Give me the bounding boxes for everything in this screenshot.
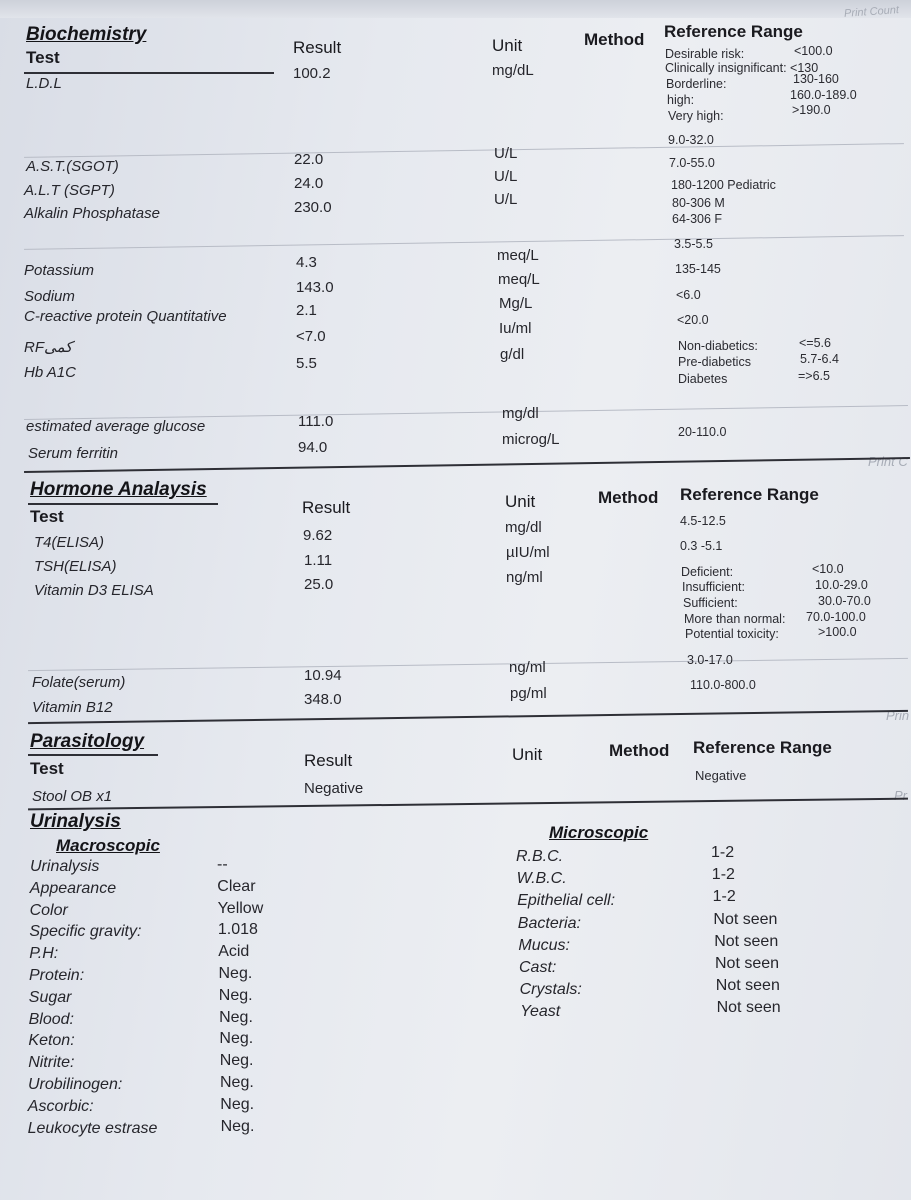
parasitology-col-method: Method <box>609 741 670 760</box>
hba1c-ref-2-label: Pre-diabetics <box>678 355 751 369</box>
micro-value: Not seen <box>714 932 779 950</box>
micro-label: Mucus: <box>518 936 570 954</box>
hormone-title-rule <box>28 503 218 505</box>
macro-label: Sugar <box>28 988 72 1006</box>
micro-value: Not seen <box>716 999 781 1017</box>
ref-stool-ob: Negative <box>695 768 747 783</box>
micro-label: W.B.C. <box>516 870 567 888</box>
biochemistry-title: Biochemistry <box>26 24 147 45</box>
result-t4: 9.62 <box>303 527 333 544</box>
ref-potassium: 3.5-5.5 <box>674 237 713 251</box>
unit-sodium: meq/L <box>498 271 540 288</box>
macro-value: Acid <box>218 943 250 961</box>
ldl-ref-5-value: >190.0 <box>792 103 831 117</box>
vitd-ref-1-value: <10.0 <box>812 562 844 576</box>
macroscopic-title: Macroscopic <box>56 836 160 855</box>
result-alt: 24.0 <box>294 175 324 192</box>
test-tsh: TSH(ELISA) <box>34 558 117 575</box>
hba1c-ref-3-label: Diabetes <box>678 372 728 386</box>
result-ferritin: 94.0 <box>298 439 328 456</box>
vitd-ref-4-label: More than normal: <box>684 612 786 626</box>
ldl-ref-1-value: <100.0 <box>794 44 833 58</box>
biochem-col-unit: Unit <box>492 36 523 55</box>
print-mark-pr: Pr <box>894 788 907 803</box>
result-folate: 10.94 <box>304 667 342 684</box>
ref-tsh: 0.3 -5.1 <box>680 539 723 553</box>
micro-label: Cast: <box>519 959 557 976</box>
macro-value: Neg. <box>220 1095 255 1113</box>
unit-alt: U/L <box>494 168 518 185</box>
vitd-ref-3-value: 30.0-70.0 <box>818 594 871 608</box>
macro-value: Neg. <box>219 1052 254 1070</box>
hormone-col-test: Test <box>30 507 64 526</box>
hba1c-ref-2-value: 5.7-6.4 <box>800 352 839 366</box>
ref-rf: <20.0 <box>677 313 709 327</box>
hba1c-ref-1-value: <=5.6 <box>799 336 831 350</box>
parasitology-col-ref: Reference Range <box>693 738 832 757</box>
macro-label: Nitrite: <box>28 1054 75 1072</box>
hormone-end-rule <box>28 710 908 724</box>
macro-value: Neg. <box>218 965 253 982</box>
hormone-col-method: Method <box>598 488 659 507</box>
ref-b12: 110.0-800.0 <box>690 678 756 692</box>
hormone-col-result: Result <box>302 498 351 517</box>
unit-eag: mg/dl <box>502 405 539 422</box>
test-ferritin: Serum ferritin <box>28 445 119 462</box>
hormone-col-ref: Reference Range <box>680 485 819 504</box>
parasitology-title: Parasitology <box>30 731 145 752</box>
macro-value: 1.018 <box>217 921 258 939</box>
vitd-ref-1-label: Deficient: <box>681 565 734 579</box>
ref-alk-2: 80-306 M <box>672 196 725 210</box>
vitd-ref-5-value: >100.0 <box>818 625 857 639</box>
unit-alk: U/L <box>494 191 518 208</box>
parasitology-title-rule <box>28 754 158 756</box>
ldl-ref-1-label: Desirable risk: <box>665 47 745 61</box>
ldl-ref-2-label: Clinically insignificant: <130 <box>665 61 819 75</box>
test-vitd: Vitamin D3 ELISA <box>34 582 154 599</box>
result-eag: 111.0 <box>298 413 334 430</box>
test-potassium: Potassium <box>24 262 95 279</box>
biochem-col-test: Test <box>26 48 60 67</box>
macro-value: Yellow <box>217 899 264 917</box>
biochem-rule-1 <box>24 143 904 158</box>
test-hba1c: Hb A1C <box>24 364 76 381</box>
biochem-col-ref: Reference Range <box>664 22 803 41</box>
ref-alt: 7.0-55.0 <box>669 156 715 170</box>
result-crp: 2.1 <box>296 302 317 319</box>
unit-hba1c: g/dl <box>500 346 525 363</box>
biochem-rule-2 <box>24 235 904 250</box>
macro-label: Appearance <box>29 879 117 897</box>
result-ast: 22.0 <box>294 151 324 168</box>
macro-label: Protein: <box>29 967 85 984</box>
ref-crp: <6.0 <box>676 288 701 302</box>
unit-vitd: ng/ml <box>506 569 543 586</box>
result-rf: <7.0 <box>296 328 326 345</box>
micro-value: 1-2 <box>711 866 735 884</box>
macro-value: Neg. <box>219 1008 253 1026</box>
urinalysis-title: Urinalysis <box>30 811 121 832</box>
ref-sodium: 135-145 <box>675 262 721 276</box>
test-crp: C-reactive protein Quantitative <box>24 308 227 325</box>
test-ldl: L.D.L <box>26 75 62 92</box>
parasitology-end-rule <box>28 798 908 811</box>
result-ldl: 100.2 <box>293 65 331 82</box>
test-alt: A.L.T (SGPT) <box>24 182 115 199</box>
result-b12: 348.0 <box>304 691 342 708</box>
ref-t4: 4.5-12.5 <box>680 514 726 528</box>
ref-ferritin: 20-110.0 <box>678 425 727 439</box>
ref-alk-1: 180-1200 Pediatric <box>671 178 776 192</box>
ldl-ref-3-value: 130-160 <box>793 72 839 86</box>
micro-label: Crystals: <box>519 981 582 999</box>
macro-label: P.H: <box>29 945 59 963</box>
macro-label: Blood: <box>28 1010 74 1028</box>
micro-label: Yeast <box>520 1003 561 1021</box>
result-vitd: 25.0 <box>304 576 334 593</box>
test-eag: estimated average glucose <box>26 418 206 435</box>
test-ast: A.S.T.(SGOT) <box>26 158 119 175</box>
result-potassium: 4.3 <box>296 254 317 271</box>
hba1c-ref-1-label: Non-diabetics: <box>678 339 758 353</box>
biochem-col-result: Result <box>293 38 342 57</box>
ldl-ref-3-label: Borderline: <box>666 77 727 91</box>
biochem-end-rule <box>24 457 910 473</box>
micro-value: Not seen <box>715 955 780 972</box>
print-mark-short: Print C <box>868 454 908 469</box>
unit-rf: Iu/ml <box>499 320 532 337</box>
test-folate: Folate(serum) <box>32 674 126 691</box>
biochem-header-rule <box>24 72 274 74</box>
ref-folate: 3.0-17.0 <box>687 653 733 667</box>
ldl-ref-5-label: Very high: <box>668 109 724 123</box>
print-mark-prin: Prin <box>886 708 910 723</box>
macro-value: Neg. <box>218 986 253 1004</box>
macro-value: -- <box>217 856 228 873</box>
result-stool-ob: Negative <box>304 780 364 797</box>
micro-value: 1-2 <box>712 888 736 906</box>
micro-value: Not seen <box>713 910 778 928</box>
macro-label: Urobilinogen: <box>28 1076 123 1093</box>
vitd-ref-2-label: Insufficient: <box>682 580 746 594</box>
print-count-label: Print Count <box>843 4 900 20</box>
hormone-col-unit: Unit <box>505 492 536 511</box>
micro-label: Bacteria: <box>517 914 581 932</box>
vitd-ref-5-label: Potential toxicity: <box>685 627 779 641</box>
unit-ast: U/L <box>494 145 518 162</box>
vitd-ref-4-value: 70.0-100.0 <box>806 610 866 624</box>
hormone-rule-1 <box>28 658 908 671</box>
hba1c-ref-3-value: =>6.5 <box>798 369 830 383</box>
result-tsh: 1.11 <box>304 552 333 569</box>
unit-ferritin: microg/L <box>502 431 560 448</box>
test-rf: RFکمی <box>24 339 73 356</box>
macro-label: Urinalysis <box>30 858 100 875</box>
ldl-ref-4-value: 160.0-189.0 <box>790 88 857 102</box>
biochem-col-method: Method <box>584 30 645 49</box>
micro-label: Epithelial cell: <box>517 892 616 910</box>
ref-ast: 9.0-32.0 <box>668 133 714 147</box>
test-b12: Vitamin B12 <box>32 699 113 716</box>
test-stool-ob: Stool OB x1 <box>32 788 113 805</box>
unit-potassium: meq/L <box>497 247 539 264</box>
vitd-ref-2-value: 10.0-29.0 <box>815 578 868 592</box>
unit-folate: ng/ml <box>509 659 546 676</box>
unit-tsh: µIU/ml <box>506 544 550 561</box>
macro-value: Neg. <box>219 1030 254 1048</box>
macro-value: Neg. <box>220 1074 254 1091</box>
macro-value: Neg. <box>220 1117 255 1135</box>
test-sodium: Sodium <box>24 288 75 305</box>
ref-alk-3: 64-306 F <box>672 212 723 226</box>
micro-value: 1-2 <box>711 844 735 861</box>
unit-t4: mg/dl <box>505 519 542 536</box>
unit-crp: Mg/L <box>499 295 533 312</box>
macro-label: Color <box>29 901 68 919</box>
parasitology-col-test: Test <box>30 759 64 778</box>
micro-label: R.B.C. <box>516 848 564 865</box>
ldl-ref-4-label: high: <box>667 93 695 107</box>
macro-label: Ascorbic: <box>27 1097 94 1115</box>
test-alk: Alkalin Phosphatase <box>24 205 160 222</box>
unit-ldl: mg/dL <box>492 62 534 79</box>
result-hba1c: 5.5 <box>296 355 317 372</box>
unit-b12: pg/ml <box>510 685 547 702</box>
parasitology-col-unit: Unit <box>512 745 543 764</box>
macro-label: Keton: <box>28 1032 75 1050</box>
hormone-title: Hormone Analaysis <box>30 479 207 500</box>
test-t4: T4(ELISA) <box>34 534 105 551</box>
macro-label: Specific gravity: <box>29 923 142 941</box>
result-sodium: 143.0 <box>296 279 334 296</box>
macro-value: Clear <box>217 877 256 895</box>
result-alk: 230.0 <box>294 199 332 216</box>
macro-label: Leukocyte estrase <box>27 1119 158 1137</box>
microscopic-title: Microscopic <box>549 823 649 842</box>
parasitology-col-result: Result <box>304 751 353 770</box>
micro-value: Not seen <box>715 977 780 995</box>
page-top-edge <box>0 0 911 18</box>
vitd-ref-3-label: Sufficient: <box>683 596 738 610</box>
